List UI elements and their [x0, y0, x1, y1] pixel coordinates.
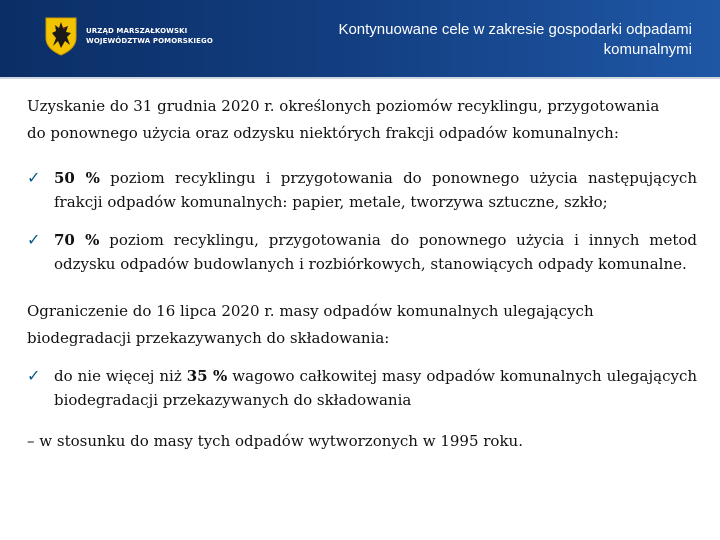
title-line-2: komunalnymi [603, 41, 692, 58]
checkmark-icon: ✓ [27, 168, 41, 187]
griffin-crest-icon [44, 16, 78, 56]
list-item [27, 228, 697, 276]
recycling-intro-line-2: do ponownego użycia oraz odzysku niektórych frakcji odpadów komunalnych: [27, 124, 619, 142]
title-line-1: Kontynuowane cele w zakresie gospodarki odpadami [338, 21, 692, 38]
list-item [27, 364, 697, 412]
goal-text: poziom recyklingu i przygotowania do ponownego użycia następujących frakcji odpadów komunalnych: papier, metale, tworzywa sztuczne, szkło; [54, 169, 697, 211]
checkmark-icon: ✓ [27, 230, 41, 249]
goal-text: poziom recyklingu, przygotowania do ponownego użycia i innych metod odzysku odpadów budowlanych i rozbiórkowych, stanowiących odpady komunalne. [54, 231, 697, 273]
target-percent: 70 % [54, 231, 100, 249]
recycling-intro-line-1: Uzyskanie do 31 grudnia 2020 r. określonych poziomów recyklingu, przygotowania [27, 97, 660, 115]
landfill-intro-line-2: biodegradacji przekazywanych do składowania: [27, 329, 390, 347]
goal-text-after: wagowo całkowitej masy odpadów komunalnych ulegających biodegradacji przekazywanych do składowania [54, 367, 698, 409]
logo-line-2: WOJEWÓDZTWA POMORSKIEGO [86, 37, 213, 45]
logo-text [86, 26, 213, 46]
section-recycling-goals [27, 93, 697, 276]
landfill-goals-list [27, 364, 697, 412]
logo-line-1: URZĄD MARSZAŁKOWSKI [86, 27, 188, 35]
target-percent: 35 % [186, 367, 228, 385]
landfill-intro-line-1: Ograniczenie do 16 lipca 2020 r. masy odpadów komunalnych ulegających [27, 302, 594, 320]
header-divider [0, 77, 720, 79]
recycling-goals-list [27, 166, 697, 276]
header-bar [0, 0, 720, 77]
slide-content [27, 93, 697, 455]
checkmark-icon: ✓ [27, 366, 41, 385]
section-landfill-limit [27, 298, 697, 455]
reference-year-note: – w stosunku do masy tych odpadów wytworzonych w 1995 roku. [27, 432, 523, 450]
list-item [27, 166, 697, 214]
goal-text-before: do nie więcej niż [54, 367, 187, 385]
page-title [252, 20, 692, 60]
target-percent: 50 % [54, 169, 100, 187]
office-logo [44, 16, 213, 56]
